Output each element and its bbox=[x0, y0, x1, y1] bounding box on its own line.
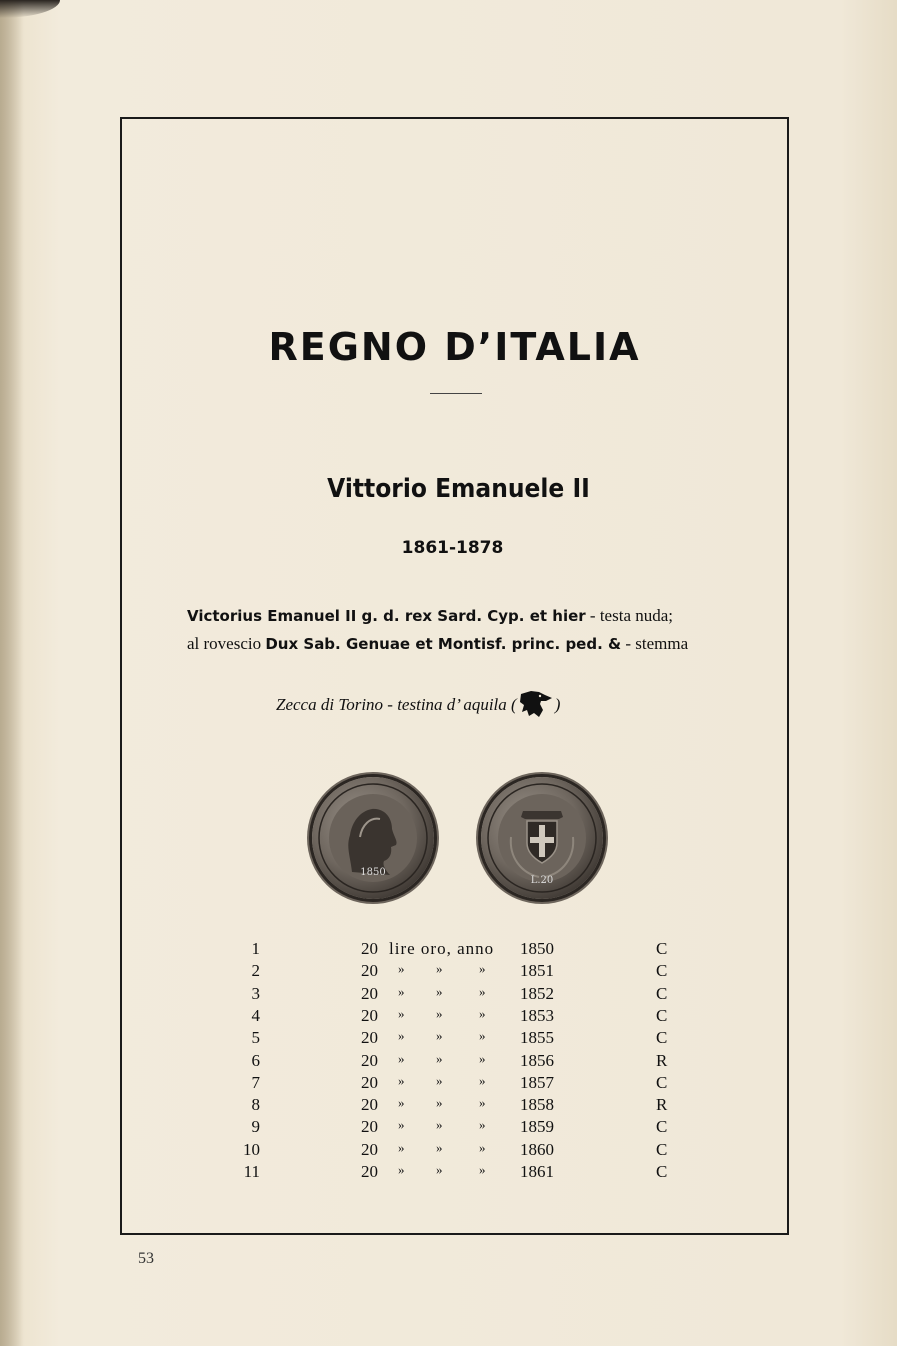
ditto-mark: » bbox=[479, 1028, 486, 1044]
row-year: 1861 bbox=[520, 1162, 554, 1181]
ditto-mark: » bbox=[436, 1072, 443, 1088]
table-row bbox=[0, 961, 897, 983]
ditto-mark: » bbox=[479, 1005, 486, 1021]
ditto-mark: » bbox=[436, 1028, 443, 1044]
row-year: 1858 bbox=[520, 1095, 554, 1115]
ditto-mark: » bbox=[479, 1162, 486, 1177]
row-value: 20 bbox=[361, 1117, 378, 1137]
reverse-legend bbox=[187, 634, 727, 654]
obverse-legend bbox=[187, 606, 727, 626]
coin-obverse-year: 1850 bbox=[360, 867, 386, 878]
row-rarity: R bbox=[656, 1050, 668, 1070]
coin-obverse bbox=[312, 777, 434, 899]
row-value: 20 bbox=[361, 961, 378, 981]
row-rarity: C bbox=[656, 983, 668, 1003]
table-row bbox=[0, 1140, 897, 1162]
reign-years: 1861-1878 bbox=[401, 538, 504, 558]
table-row bbox=[0, 1162, 897, 1184]
table-row bbox=[0, 1095, 897, 1117]
row-value: 20 bbox=[361, 939, 378, 958]
row-value: 20 bbox=[361, 1005, 378, 1025]
ditto-mark: » bbox=[398, 1117, 405, 1133]
row-value: 20 bbox=[361, 1139, 378, 1159]
reverse-legend-prefix: al rovescio bbox=[187, 634, 266, 653]
table-row bbox=[0, 1006, 897, 1028]
row-number: 3 bbox=[251, 983, 260, 1003]
row-year: 1850 bbox=[520, 939, 554, 958]
obverse-legend-text: Victorius Emanuel II g. d. rex Sard. Cyp. et hier bbox=[187, 607, 586, 625]
row-number: 9 bbox=[251, 1117, 260, 1137]
ditto-mark: » bbox=[398, 1095, 405, 1111]
row-year: 1856 bbox=[520, 1050, 554, 1070]
ditto-mark: » bbox=[436, 961, 443, 977]
row-rarity: C bbox=[656, 1162, 668, 1181]
obverse-legend-note: - testa nuda; bbox=[585, 606, 674, 625]
coin-reverse-value: L.20 bbox=[530, 875, 554, 886]
ditto-mark: » bbox=[398, 1005, 405, 1021]
row-number: 10 bbox=[243, 1139, 260, 1159]
row-number: 5 bbox=[251, 1028, 260, 1048]
row-number: 2 bbox=[251, 961, 260, 981]
ditto-mark: » bbox=[436, 983, 443, 999]
row-year: 1853 bbox=[520, 1005, 554, 1025]
ditto-mark: » bbox=[436, 1117, 443, 1133]
row-rarity: R bbox=[656, 1095, 668, 1115]
ditto-mark: » bbox=[436, 1162, 443, 1177]
row-number: 11 bbox=[243, 1162, 260, 1181]
row-rarity: C bbox=[656, 961, 668, 981]
mint-mark-line bbox=[276, 690, 560, 723]
eagle-head-icon bbox=[519, 690, 553, 723]
title-divider bbox=[430, 393, 482, 394]
ditto-mark: » bbox=[398, 1139, 405, 1155]
ditto-mark: » bbox=[436, 1095, 443, 1111]
row-year: 1852 bbox=[520, 983, 554, 1003]
row-year: 1860 bbox=[520, 1139, 554, 1159]
ditto-mark: » bbox=[479, 1072, 486, 1088]
table-row bbox=[0, 1051, 897, 1073]
ditto-mark: » bbox=[398, 983, 405, 999]
table-row bbox=[0, 984, 897, 1006]
ditto-mark: » bbox=[479, 1117, 486, 1133]
ditto-mark: » bbox=[479, 1095, 486, 1111]
ditto-mark: » bbox=[436, 1050, 443, 1066]
row-rarity: C bbox=[656, 1005, 668, 1025]
row-number: 8 bbox=[251, 1095, 260, 1115]
ditto-mark: » bbox=[436, 1005, 443, 1021]
row-year: 1859 bbox=[520, 1117, 554, 1137]
ditto-mark: » bbox=[398, 961, 405, 977]
ditto-mark: » bbox=[479, 1139, 486, 1155]
row-number: 4 bbox=[251, 1005, 260, 1025]
row-year: 1857 bbox=[520, 1072, 554, 1092]
ditto-mark: » bbox=[398, 1162, 405, 1177]
table-row bbox=[0, 1028, 897, 1050]
row-value: 20 bbox=[361, 1095, 378, 1115]
row-year: 1851 bbox=[520, 961, 554, 981]
row-rarity: C bbox=[656, 1072, 668, 1092]
row-rarity: C bbox=[656, 1117, 668, 1137]
row-value: 20 bbox=[361, 1028, 378, 1048]
row-value: 20 bbox=[361, 1050, 378, 1070]
row-value: 20 bbox=[361, 983, 378, 1003]
row-year: 1855 bbox=[520, 1028, 554, 1048]
reverse-legend-note: - stemma bbox=[621, 634, 689, 653]
row-number: 6 bbox=[251, 1050, 260, 1070]
ditto-mark: » bbox=[398, 1028, 405, 1044]
ruler-name: Vittorio Emanuele II bbox=[327, 474, 590, 504]
row-number: 7 bbox=[251, 1072, 260, 1092]
row-description: lire oro, anno bbox=[389, 939, 495, 958]
row-rarity: C bbox=[656, 1139, 668, 1159]
ditto-mark: » bbox=[479, 961, 486, 977]
page-number: 53 bbox=[138, 1250, 154, 1267]
mint-text: Zecca di Torino - testina d’ aquila ( bbox=[276, 695, 517, 714]
table-row bbox=[0, 1117, 897, 1139]
ditto-mark: » bbox=[398, 1050, 405, 1066]
ditto-mark: » bbox=[398, 1072, 405, 1088]
ditto-mark: » bbox=[436, 1139, 443, 1155]
row-rarity: C bbox=[656, 939, 668, 958]
ditto-mark: » bbox=[479, 1050, 486, 1066]
table-row bbox=[0, 939, 897, 961]
row-rarity: C bbox=[656, 1028, 668, 1048]
row-number: 1 bbox=[251, 939, 260, 958]
ditto-mark: » bbox=[479, 983, 486, 999]
row-value: 20 bbox=[361, 1162, 378, 1181]
coin-reverse bbox=[481, 777, 603, 899]
reverse-legend-text: Dux Sab. Genuae et Montisf. princ. ped. & bbox=[265, 635, 622, 653]
table-row bbox=[0, 1073, 897, 1095]
row-value: 20 bbox=[361, 1072, 378, 1092]
mint-close-paren: ) bbox=[554, 695, 561, 714]
page-title: REGNO D’ITALIA bbox=[268, 325, 641, 369]
